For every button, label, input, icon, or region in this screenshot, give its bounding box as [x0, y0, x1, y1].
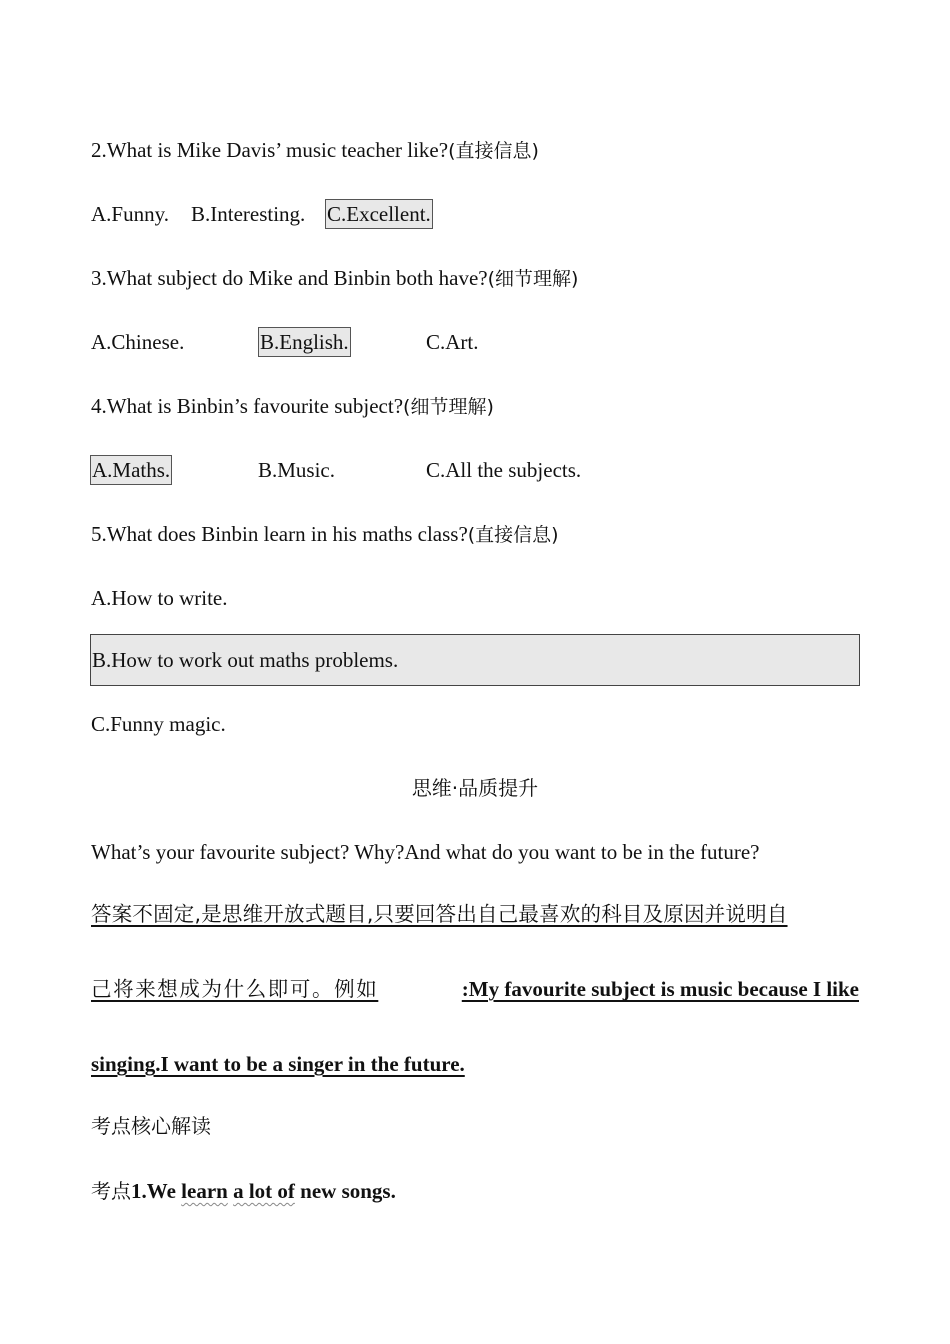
point-1-rest: new songs. [294, 1179, 396, 1203]
question-2-text: 2.What is Mike Davis’ music teacher like? [91, 138, 449, 162]
option-2b: B.Interesting. [191, 202, 306, 226]
answer-line-1: 答案不固定,是思维开放式题目,只要回答出自己最喜欢的科目及原因并说明自 [91, 902, 788, 926]
question-4-tag: (细节理解) [403, 396, 494, 418]
option-5a: A.How to write. [91, 586, 228, 610]
option-3c: C.Art. [426, 330, 479, 354]
option-3b-answer: B.English. [258, 327, 351, 357]
answer-line-2-cn: 己将来想成为什么即可。例如 [91, 977, 379, 1001]
answer-line-2-en: :My favourite subject is music because I like [461, 977, 859, 1001]
question-2-options [91, 200, 491, 228]
question-3-text: 3.What subject do Mike and Binbin both have? [91, 266, 488, 290]
point-1 [91, 1177, 396, 1205]
answer-line-3: singing.I want to be a singer in the future. [91, 1052, 465, 1076]
question-4-text: 4.What is Binbin’s favourite subject? [91, 394, 404, 418]
question-3-options [91, 328, 591, 356]
option-5b-answer: B.How to work out maths problems. [92, 648, 399, 672]
point-1-label: 考点 [91, 1179, 131, 1203]
option-5c: C.Funny magic. [91, 712, 226, 736]
point-1-word-learn: learn [181, 1179, 228, 1203]
question-2 [91, 136, 539, 165]
question-3-tag: (细节理解) [487, 268, 579, 290]
question-2-tag: (直接信息) [448, 140, 539, 162]
question-4 [91, 392, 494, 421]
open-question: What’s your favourite subject? Why?And what do you want to be in the future? [91, 840, 760, 864]
option-2a: A.Funny. [91, 202, 169, 226]
option-3a: A.Chinese. [91, 330, 185, 354]
section-title: 思维·品质提升 [411, 776, 539, 800]
question-5-text: 5.What does Binbin learn in his maths class? [91, 522, 468, 546]
option-5b-answer-box [90, 634, 860, 686]
question-3 [91, 264, 578, 293]
question-5-tag: (直接信息) [467, 524, 559, 546]
option-4a-answer: A.Maths. [90, 455, 172, 485]
option-4b: B.Music. [258, 458, 336, 482]
answer-line-2 [91, 974, 859, 1004]
option-4c: C.All the subjects. [426, 458, 582, 482]
point-1-word-a-lot-of: a lot of [233, 1179, 295, 1203]
point-1-num: 1.We [131, 1179, 182, 1203]
question-4-options [91, 456, 651, 484]
analysis-title: 考点核心解读 [91, 1114, 211, 1138]
option-2c-answer: C.Excellent. [325, 199, 433, 229]
question-5 [91, 520, 559, 549]
